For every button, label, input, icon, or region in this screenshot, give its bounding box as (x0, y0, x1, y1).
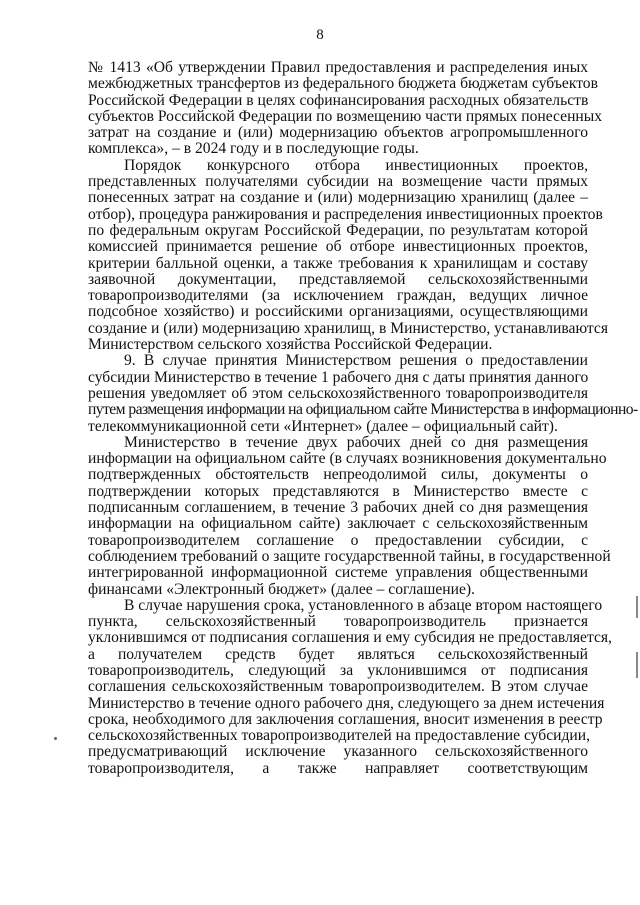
text-line: а получателем средств будет являться сельскохозяйственный (88, 645, 588, 663)
text-line: финансами «Электронный бюджет» (далее – соглашение). (88, 580, 475, 598)
text-line: заявочной документации, представляемой сельскохозяйственными (88, 270, 588, 288)
text-line: соглашения сельскохозяйственным товаропроизводителем. В этом случае (88, 678, 588, 696)
text-line: В случае нарушения срока, установленного в абзаце втором настоящего (124, 596, 603, 614)
text-line: № 1413 «Об утверждении Правил предоставления и распределения иных (88, 59, 588, 76)
text-line: межбюджетных трансфертов из федерального бюджета бюджетам субъектов (88, 75, 598, 93)
text-line: по федеральным округам Российской Федерации, по результатам которой (88, 221, 588, 239)
text-line: представленных получателями субсидии на возмещение части прямых (88, 173, 588, 191)
text-line: критерии балльной оценки, а также требования к хранилищам и составу (88, 254, 588, 272)
text-line: 9. В случае принятия Министерством решения о предоставлении (124, 352, 588, 370)
text-line: подтвержденных обстоятельств непреодолимой силы, документы о (88, 466, 588, 484)
scan-speck (54, 737, 57, 740)
body-text (88, 59, 638, 777)
text-line: комиссией принимается решение об отборе инвестиционных проектов, (88, 238, 588, 256)
scan-edge-mark (636, 596, 638, 618)
text-line: срока, необходимого для заключения соглашения, вносит изменения в реестр (88, 710, 603, 728)
text-line: информации на официальном сайте) заключает с сельскохозяйственным (88, 515, 588, 533)
text-line: информации на официальном сайте (в случаях возникновения документально (88, 450, 607, 468)
text-line: создание и (или) модернизацию хранилищ, в Министерство, устанавливаются (88, 319, 608, 337)
text-line: товаропроизводителя, а также направляет соответствующим (88, 759, 588, 777)
text-line: комплекса», – в 2024 году и в последующие годы. (88, 140, 419, 158)
text-line: понесенных затрат на создание и (или) модернизацию хранилищ (далее – (88, 189, 588, 207)
text-line: уклонившимся от подписания соглашения и ему субсидия не предоставляется, (88, 629, 612, 647)
text-line: подсобное хозяйство) и российскими организациями, осуществляющими (88, 303, 588, 321)
text-line: товаропроизводителями (за исключением граждан, ведущих личное (88, 287, 588, 305)
page-number: 8 (316, 27, 324, 43)
text-line: субсидии Министерство в течение 1 рабочего дня с даты принятия данного (88, 368, 589, 386)
scan-edge-mark (636, 652, 638, 678)
text-line: решения уведомляет об этом сельскохозяйственного товаропроизводителя (88, 384, 588, 402)
text-line: Порядок конкурсного отбора инвестиционных проектов, (124, 156, 588, 174)
text-line: соблюдением требований о защите государственной тайны, в государственной (88, 547, 611, 565)
text-line: пункта, сельскохозяйственный товаропроизводитель признается (88, 613, 588, 631)
text-line: сельскохозяйственных товаропроизводителей на предоставление субсидии, (88, 727, 590, 745)
text-line: Министерством сельского хозяйства Российской Федерации. (88, 336, 493, 354)
text-line: товаропроизводителем соглашение о предоставлении субсидии, с (88, 531, 588, 549)
text-line: предусматривающий исключение указанного сельскохозяйственного (88, 743, 588, 761)
text-line: Российской Федерации в целях софинансирования расходных обязательств (88, 91, 589, 109)
text-line: Министерство в течение двух рабочих дней со дня размещения (124, 433, 588, 451)
text-line: интегрированной информационной системе управления общественными (88, 564, 588, 582)
text-line: путем размещения информации на официальном сайте Министерства в информационно- (88, 401, 638, 419)
text-line: телекоммуникационной сети «Интернет» (далее – официальный сайт). (88, 417, 558, 435)
text-line: товаропроизводитель, следующий за уклонившимся от подписания (88, 661, 588, 679)
text-line: Министерство в течение одного рабочего дня, следующего за днем истечения (88, 694, 605, 712)
text-line: отбор), процедура ранжирования и распределения инвестиционных проектов (88, 205, 603, 223)
text-line: подписанным соглашением, в течение 3 рабочих дней со дня размещения (88, 499, 588, 517)
text-line: затрат на создание и (или) модернизацию объектов агропромышленного (88, 124, 588, 142)
text-line: субъектов Российской Федерации по возмещению части прямых понесенных (88, 107, 603, 125)
text-line: подтверждении которых представляются в Министерство вместе с (88, 482, 588, 500)
